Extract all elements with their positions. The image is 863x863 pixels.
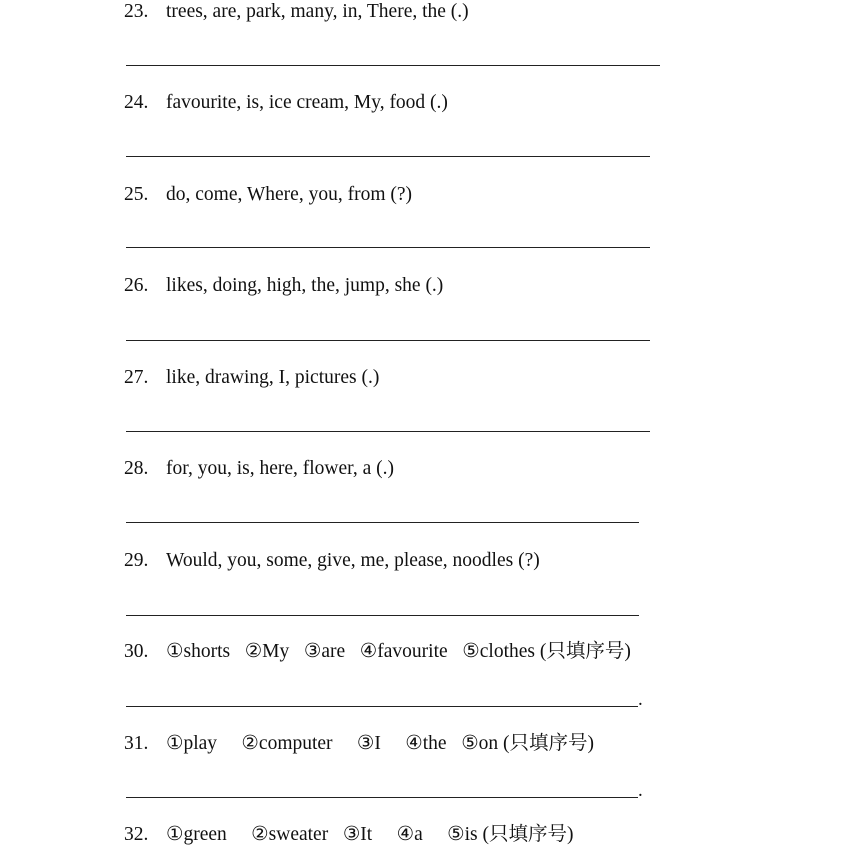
answer-line-26[interactable] [126, 340, 650, 341]
question-text: like, drawing, I, pictures (.) [166, 367, 380, 388]
question-28 [124, 459, 394, 479]
question-text: for, you, is, here, flower, a (.) [166, 458, 395, 479]
answer-line-24[interactable] [126, 156, 650, 157]
question-number: 23. [124, 1, 149, 22]
question-number: 32. [124, 824, 149, 845]
question-number: 28. [124, 458, 149, 479]
answer-line-31[interactable] [126, 797, 638, 798]
question-text: trees, are, park, many, in, There, the (.) [166, 1, 469, 22]
question-number: 26. [124, 275, 149, 296]
question-text: likes, doing, high, the, jump, she (.) [166, 275, 444, 296]
question-text: favourite, is, ice cream, My, food (.) [166, 92, 448, 113]
question-30 [124, 642, 631, 662]
question-text: ①green ②sweater ③It ④a ⑤is (只填序号) [166, 824, 574, 845]
answer-end-mark: . [638, 689, 643, 710]
question-text: ①shorts ②My ③are ④favourite ⑤clothes (只填序号) [166, 641, 631, 662]
question-number: 29. [124, 550, 149, 571]
answer-line-27[interactable] [126, 431, 650, 432]
question-text: Would, you, some, give, me, please, noodles (?) [166, 550, 540, 571]
question-number: 25. [124, 184, 149, 205]
answer-line-28[interactable] [126, 522, 639, 523]
question-32 [124, 825, 573, 845]
answer-end-mark: . [638, 780, 643, 801]
answer-line-30[interactable] [126, 706, 638, 707]
question-27 [124, 368, 379, 388]
question-25 [124, 185, 412, 205]
question-text: do, come, Where, you, from (?) [166, 184, 413, 205]
answer-line-23[interactable] [126, 65, 660, 66]
question-29 [124, 551, 540, 571]
answer-line-29[interactable] [126, 615, 639, 616]
question-26 [124, 276, 443, 296]
question-text: ①play ②computer ③I ④the ⑤on (只填序号) [166, 733, 595, 754]
question-31 [124, 734, 594, 754]
answer-line-25[interactable] [126, 247, 650, 248]
question-number: 31. [124, 733, 149, 754]
question-24 [124, 93, 448, 113]
question-number: 30. [124, 641, 149, 662]
question-number: 24. [124, 92, 149, 113]
question-23 [124, 2, 469, 22]
question-number: 27. [124, 367, 149, 388]
